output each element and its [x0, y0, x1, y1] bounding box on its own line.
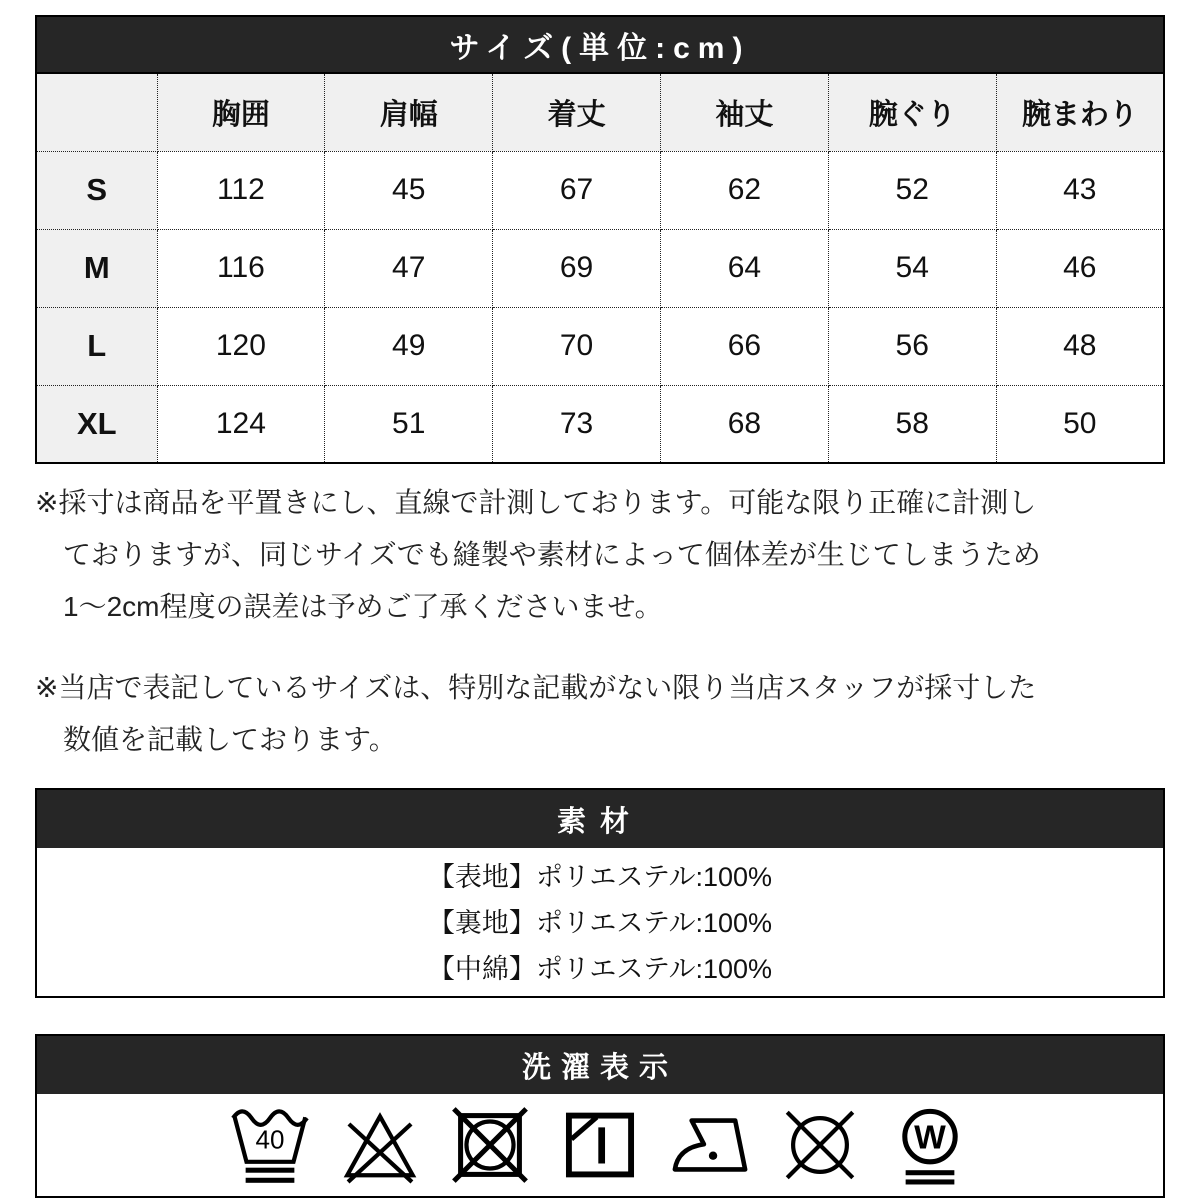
material-line: 【裏地】ポリエステル:100% [427, 908, 773, 938]
size-value: 54 [828, 229, 996, 307]
column-header: 腕ぐり [828, 73, 996, 151]
size-value: 46 [996, 229, 1164, 307]
size-value: 73 [493, 385, 661, 463]
material-section-title: 素材 [37, 790, 1163, 848]
size-value: 66 [660, 307, 828, 385]
line-dry-in-shade-icon [558, 1101, 642, 1189]
size-value: 112 [157, 151, 325, 229]
size-row [36, 229, 1164, 307]
material-line: 【中綿】ポリエステル:100% [427, 954, 773, 984]
column-header: 袖丈 [660, 73, 828, 151]
size-label: L [36, 307, 157, 385]
note-line: 数値を記載しております。 [63, 724, 397, 755]
note-line: ※当店で表記しているサイズは、特別な記載がない限り当店スタッフが採寸した [35, 672, 1037, 703]
laundry-section-title: 洗濯表示 [37, 1036, 1163, 1094]
size-value: 58 [828, 385, 996, 463]
size-label: XL [36, 385, 157, 463]
size-table-body [36, 151, 1164, 463]
size-value: 47 [325, 229, 493, 307]
size-row [36, 151, 1164, 229]
size-value: 48 [996, 307, 1164, 385]
laundry-section [35, 1034, 1165, 1198]
material-section [35, 788, 1165, 998]
size-label: S [36, 151, 157, 229]
size-row [36, 385, 1164, 463]
size-table-title-row [36, 16, 1164, 73]
column-header: 肩幅 [325, 73, 493, 151]
size-value: 124 [157, 385, 325, 463]
corner-cell [36, 73, 157, 151]
do-not-tumble-dry-icon [448, 1101, 532, 1189]
iron-low-one-dot-icon [668, 1101, 752, 1189]
size-value: 62 [660, 151, 828, 229]
size-value: 50 [996, 385, 1164, 463]
do-not-bleach-icon [338, 1101, 422, 1189]
material-lines [37, 848, 1163, 996]
notes [35, 477, 1165, 766]
column-header: 着丈 [493, 73, 661, 151]
size-value: 69 [493, 229, 661, 307]
note-line: ておりますが、同じサイズでも縫製や素材によって個体差が生じてしまうため [63, 539, 1041, 570]
size-value: 67 [493, 151, 661, 229]
wash-temp-label: 40 [255, 1124, 285, 1155]
size-value: 116 [157, 229, 325, 307]
size-value: 45 [325, 151, 493, 229]
size-table-title: サイズ(単位:cm) [36, 16, 1164, 73]
size-label: M [36, 229, 157, 307]
size-value: 56 [828, 307, 996, 385]
size-value: 120 [157, 307, 325, 385]
size-value: 52 [828, 151, 996, 229]
size-value: 68 [660, 385, 828, 463]
laundry-icons-row [37, 1094, 1163, 1196]
size-value: 49 [325, 307, 493, 385]
do-not-dry-clean-icon [778, 1101, 862, 1189]
size-table-columns-row [36, 73, 1164, 151]
note-line: 1〜2cm程度の誤差は予めご了承くださいませ。 [63, 591, 663, 622]
wash-40-very-gentle-icon [228, 1101, 312, 1189]
size-value: 70 [493, 307, 661, 385]
size-value: 64 [660, 229, 828, 307]
note-line: ※採寸は商品を平置きにし、直線で計測しております。可能な限り正確に計測し [35, 487, 1037, 518]
wet-clean-very-gentle-icon [888, 1101, 972, 1189]
size-value: 51 [325, 385, 493, 463]
wet-clean-letter: W [914, 1119, 946, 1157]
column-header: 胸囲 [157, 73, 325, 151]
size-row [36, 307, 1164, 385]
column-header: 腕まわり [996, 73, 1164, 151]
note [35, 662, 1165, 766]
size-value: 43 [996, 151, 1164, 229]
size-table [35, 15, 1165, 464]
note [35, 477, 1165, 633]
material-line: 【表地】ポリエステル:100% [427, 862, 773, 892]
